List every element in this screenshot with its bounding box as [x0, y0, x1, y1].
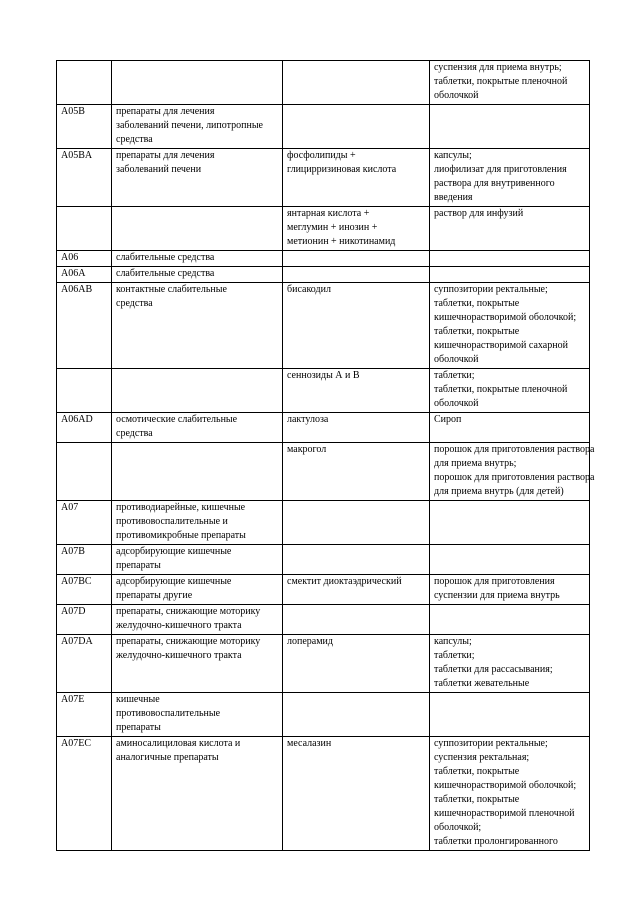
cell-text-line: кишечнорастворимой сахарной [434, 340, 568, 351]
table-row [57, 575, 590, 605]
atc-code-cell [57, 413, 112, 443]
cell-text-line: Сироп [434, 414, 462, 425]
anatomical-group-cell [112, 443, 283, 501]
dosage-forms-cell [430, 545, 590, 575]
dosage-forms-cell [430, 61, 590, 105]
table-row [57, 605, 590, 635]
drug-name-cell [283, 413, 430, 443]
cell-text-line: суспензии для приема внутрь [434, 590, 560, 601]
cell-text-line: суспензия ректальная; [434, 752, 530, 763]
cell-text-line: таблетки, покрытые [434, 794, 520, 805]
anatomical-group-cell [112, 413, 283, 443]
cell-text-line: лиофилизат для приготовления [434, 164, 567, 175]
drug-name-cell [283, 545, 430, 575]
atc-code-cell [57, 105, 112, 149]
dosage-forms-cell [430, 605, 590, 635]
atc-code-cell [57, 267, 112, 283]
anatomical-group-cell [112, 149, 283, 207]
dosage-forms-cell [430, 207, 590, 251]
cell-text-line: суппозитории ректальные; [434, 738, 548, 749]
cell-text-line: противовоспалительные [116, 708, 221, 719]
atc-code-cell [57, 443, 112, 501]
dosage-forms-cell [430, 635, 590, 693]
cell-text-line: заболеваний печени [116, 164, 202, 175]
cell-text-line: смектит диоктаэдрический [287, 576, 402, 587]
atc-code-cell [57, 61, 112, 105]
drug-classification-table [56, 60, 595, 851]
cell-text-line: введения [434, 192, 473, 203]
cell-text-line: капсулы; [434, 150, 472, 161]
cell-text-line: заболеваний печени, липотропные [116, 120, 263, 131]
table-row [57, 283, 590, 369]
table-row [57, 737, 590, 851]
cell-text-line: фосфолипиды + [287, 150, 356, 161]
cell-text-line: A07E [61, 694, 85, 705]
table-row [57, 501, 590, 545]
drug-name-cell [283, 635, 430, 693]
cell-text-line: таблетки для рассасывания; [434, 664, 553, 675]
table-row [57, 369, 590, 413]
cell-text-line: бисакодил [287, 284, 331, 295]
atc-code-cell [57, 207, 112, 251]
atc-code-cell [57, 605, 112, 635]
atc-code-cell [57, 251, 112, 267]
cell-text-line: кишечные [116, 694, 160, 705]
drug-name-cell [283, 575, 430, 605]
drug-name-cell [283, 207, 430, 251]
anatomical-group-cell [112, 105, 283, 149]
cell-text-line: таблетки, покрытые [434, 766, 520, 777]
dosage-forms-cell [430, 693, 590, 737]
cell-text-line: A05BA [61, 150, 93, 161]
cell-text-line: таблетки, покрытые [434, 298, 520, 309]
cell-text-line: кишечнорастворимой оболочкой; [434, 312, 577, 323]
atc-code-cell [57, 149, 112, 207]
cell-text-line: слабительные средства [116, 268, 215, 279]
cell-text-line: препараты для лечения [116, 106, 215, 117]
cell-text-line: оболочкой [434, 90, 479, 101]
cell-text-line: метионин + никотинамид [287, 236, 396, 247]
anatomical-group-cell [112, 545, 283, 575]
cell-text-line: A06AD [61, 414, 93, 425]
cell-text-line: препараты, снижающие моторику [116, 636, 261, 647]
cell-text-line: суспензия для приема внутрь; [434, 62, 562, 73]
anatomical-group-cell [112, 207, 283, 251]
cell-text-line: A07BC [61, 576, 92, 587]
drug-name-cell [283, 501, 430, 545]
atc-code-cell [57, 501, 112, 545]
cell-text-line: A07B [61, 546, 85, 557]
cell-text-line: раствор для инфузий [434, 208, 524, 219]
table-row [57, 545, 590, 575]
cell-text-line: препараты [116, 560, 161, 571]
dosage-forms-cell [430, 413, 590, 443]
cell-text-line: меглумин + инозин + [287, 222, 378, 233]
cell-text-line: макрогол [287, 444, 327, 455]
cell-text-line: адсорбирующие кишечные [116, 546, 232, 557]
cell-text-line: капсулы; [434, 636, 472, 647]
atc-code-cell [57, 369, 112, 413]
cell-text-line: таблетки; [434, 370, 475, 381]
cell-text-line: раствора для внутривенного [434, 178, 555, 189]
drug-name-cell [283, 283, 430, 369]
atc-code-cell [57, 575, 112, 605]
cell-text-line: A07 [61, 502, 79, 513]
cell-text-line: кишечнорастворимой пленочной [434, 808, 575, 819]
dosage-forms-cell [430, 443, 595, 501]
cell-text-line: A06AB [61, 284, 93, 295]
cell-text-line: для приема внутрь (для детей) [434, 486, 564, 497]
atc-code-cell [57, 283, 112, 369]
cell-text-line: A07D [61, 606, 86, 617]
cell-text-line: A07EC [61, 738, 91, 749]
cell-text-line: порошок для приготовления раствора [434, 472, 595, 483]
atc-code-cell [57, 635, 112, 693]
cell-text-line: препараты [116, 722, 161, 733]
cell-text-line: средства [116, 298, 153, 309]
dosage-forms-cell [430, 105, 590, 149]
cell-text-line: аминосалициловая кислота и [116, 738, 241, 749]
cell-text-line: A06 [61, 252, 79, 263]
anatomical-group-cell [112, 635, 283, 693]
dosage-forms-cell [430, 251, 590, 267]
cell-text-line: таблетки; [434, 650, 475, 661]
cell-text-line: порошок для приготовления раствора [434, 444, 595, 455]
cell-text-line: противомикробные препараты [116, 530, 246, 541]
cell-text-line: противодиарейные, кишечные [116, 502, 246, 513]
cell-text-line: препараты другие [116, 590, 193, 601]
dosage-forms-cell [430, 501, 590, 545]
dosage-forms-cell [430, 267, 590, 283]
cell-text-line: глицирризиновая кислота [287, 164, 397, 175]
drug-name-cell [283, 267, 430, 283]
drug-name-cell [283, 369, 430, 413]
dosage-forms-cell [430, 737, 590, 851]
cell-text-line: средства [116, 134, 153, 145]
table-row [57, 635, 590, 693]
cell-text-line: противовоспалительные и [116, 516, 228, 527]
drug-name-cell [283, 61, 430, 105]
anatomical-group-cell [112, 251, 283, 267]
cell-text-line: оболочкой [434, 354, 479, 365]
cell-text-line: суппозитории ректальные; [434, 284, 548, 295]
drug-name-cell [283, 105, 430, 149]
table-row [57, 207, 590, 251]
dosage-forms-cell [430, 575, 590, 605]
drug-name-cell [283, 605, 430, 635]
cell-text-line: месалазин [287, 738, 332, 749]
anatomical-group-cell [112, 605, 283, 635]
cell-text-line: A05B [61, 106, 85, 117]
cell-text-line: препараты, снижающие моторику [116, 606, 261, 617]
cell-text-line: таблетки жевательные [434, 678, 530, 689]
table-row [57, 443, 590, 501]
table-row [57, 413, 590, 443]
cell-text-line: желудочно-кишечного тракта [116, 650, 242, 661]
cell-text-line: слабительные средства [116, 252, 215, 263]
cell-text-line: контактные слабительные [116, 284, 227, 295]
cell-text-line: средства [116, 428, 153, 439]
dosage-forms-cell [430, 149, 590, 207]
table-row [57, 693, 590, 737]
table-body [57, 61, 595, 851]
atc-code-cell [57, 545, 112, 575]
dosage-forms-cell [430, 369, 590, 413]
table-row [57, 61, 590, 105]
table-row [57, 251, 590, 267]
anatomical-group-cell [112, 737, 283, 851]
anatomical-group-cell [112, 283, 283, 369]
drug-name-cell [283, 149, 430, 207]
cell-text-line: сеннозиды А и В [287, 370, 360, 381]
table-row [57, 267, 590, 283]
drug-name-cell [283, 251, 430, 267]
cell-text-line: A06A [61, 268, 86, 279]
atc-code-cell [57, 693, 112, 737]
drug-name-cell [283, 443, 430, 501]
cell-text-line: адсорбирующие кишечные [116, 576, 232, 587]
cell-text-line: лоперамид [287, 636, 333, 647]
table-row [57, 149, 590, 207]
anatomical-group-cell [112, 267, 283, 283]
cell-text-line: таблетки, покрытые пленочной [434, 76, 568, 87]
cell-text-line: янтарная кислота + [287, 208, 370, 219]
drug-name-cell [283, 693, 430, 737]
cell-text-line: аналогичные препараты [116, 752, 219, 763]
anatomical-group-cell [112, 61, 283, 105]
cell-text-line: осмотические слабительные [116, 414, 238, 425]
cell-text-line: для приема внутрь; [434, 458, 517, 469]
dosage-forms-cell [430, 283, 590, 369]
cell-text-line: препараты для лечения [116, 150, 215, 161]
cell-text-line: оболочкой; [434, 822, 482, 833]
cell-text-line: кишечнорастворимой оболочкой; [434, 780, 577, 791]
cell-text-line: таблетки, покрытые пленочной [434, 384, 568, 395]
cell-text-line: A07DA [61, 636, 93, 647]
cell-text-line: лактулоза [287, 414, 329, 425]
cell-text-line: таблетки, покрытые [434, 326, 520, 337]
anatomical-group-cell [112, 693, 283, 737]
table-row [57, 105, 590, 149]
atc-code-cell [57, 737, 112, 851]
anatomical-group-cell [112, 575, 283, 605]
cell-text-line: таблетки пролонгированного [434, 836, 558, 847]
cell-text-line: желудочно-кишечного тракта [116, 620, 242, 631]
drug-name-cell [283, 737, 430, 851]
anatomical-group-cell [112, 501, 283, 545]
anatomical-group-cell [112, 369, 283, 413]
cell-text-line: порошок для приготовления [434, 576, 555, 587]
cell-text-line: оболочкой [434, 398, 479, 409]
